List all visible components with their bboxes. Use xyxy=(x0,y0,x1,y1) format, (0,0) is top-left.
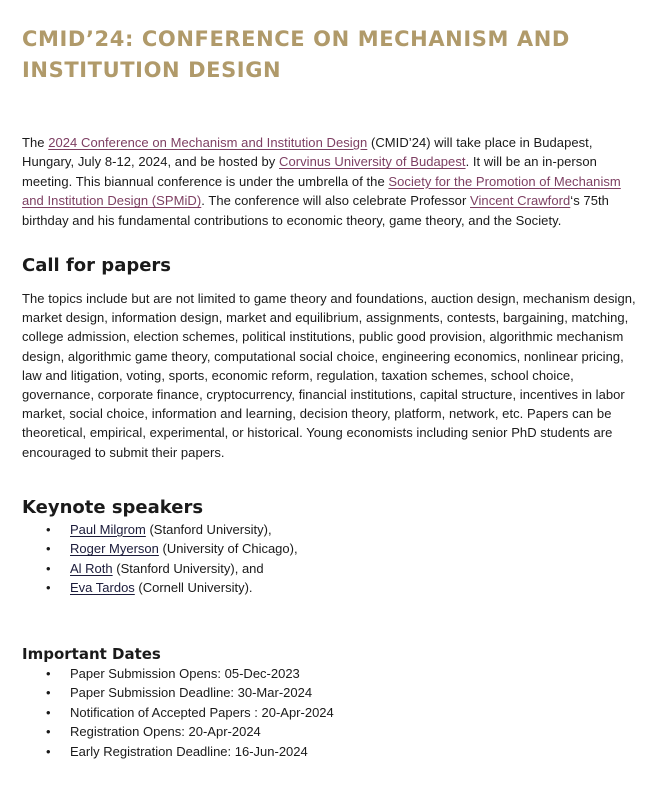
important-dates-list xyxy=(22,664,644,762)
list-item xyxy=(22,664,644,684)
crawford-link[interactable]: Vincent Crawford xyxy=(470,193,571,209)
date-item: Paper Submission Opens: 05-Dec-2023 xyxy=(70,665,300,681)
intro-text: . It will be an in-person meeting. This biannual conference is under the umbrella of the xyxy=(22,154,597,189)
intro-text: . The conference will also celebrate Professor xyxy=(201,193,470,209)
date-item: Notification of Accepted Papers : 20-Apr-2024 xyxy=(70,704,334,720)
keynote-heading: Keynote speakers xyxy=(22,496,204,518)
list-item xyxy=(22,742,644,762)
conference-link[interactable]: 2024 Conference on Mechanism and Institution Design xyxy=(48,135,368,150)
speaker-affiliation: (Cornell University). xyxy=(134,580,253,596)
speaker-link-roth[interactable]: Al Roth xyxy=(70,560,113,576)
bullet-icon: • xyxy=(46,665,51,681)
speaker-affiliation: (University of Chicago), xyxy=(158,541,298,557)
bullet-icon: • xyxy=(46,685,51,701)
bullet-icon: • xyxy=(46,580,51,596)
page-title: CMID’24: CONFERENCE ON MECHANISM AND INSTITUTION DESIGN xyxy=(22,27,570,82)
bullet-icon: • xyxy=(46,521,51,537)
speaker-affiliation: (Stanford University), and xyxy=(112,560,264,576)
call-for-papers-body: The topics include but are not limited to game theory and foundations, auction design, mechanism design, market design, information design, market and equilibrium, assignments, contests, bargaining, matching, college admission, election schemes, political institutions, public good provision, algorithmic mechanism design, algorithmic game theory, computational social choice, engineering economics, nonlinear pricing, law and litigation, voting, sports, economic reform, regulation, taxation schemes, school choice, governance, corporate finance, cryptocurrency, financial institutions, capital structure, incentives in labor market, social choice, information and learning, decision theory, platform, network, etc. Papers can be theoretical, empirical, experimental, or historical. Young economists including senior PhD students are encouraged to submit their papers. xyxy=(22,291,636,460)
date-item: Paper Submission Deadline: 30-Mar-2024 xyxy=(70,685,313,701)
intro-text: The xyxy=(22,135,49,150)
date-item: Early Registration Deadline: 16-Jun-2024 xyxy=(70,743,308,759)
bullet-icon: • xyxy=(46,743,51,759)
date-item: Registration Opens: 20-Apr-2024 xyxy=(70,724,261,740)
corvinus-link[interactable]: Corvinus University of Budapest xyxy=(279,154,466,170)
list-item xyxy=(22,539,644,559)
speaker-affiliation: (Stanford University), xyxy=(145,521,272,537)
important-dates-heading: Important Dates xyxy=(22,644,161,663)
list-item xyxy=(22,683,644,703)
intro-text: ‘s 75th birthday and his fundamental contributions to economic theory, game theory, and the Society. xyxy=(22,193,609,228)
keynote-speaker-list xyxy=(22,520,644,598)
speaker-link-milgrom[interactable]: Paul Milgrom xyxy=(70,521,146,537)
list-item xyxy=(22,722,644,742)
list-item xyxy=(22,559,644,579)
list-item xyxy=(22,703,644,723)
bullet-icon: • xyxy=(46,704,51,720)
spmid-link[interactable]: Society for the Promotion of Mechanism and Institution Design (SPMiD) xyxy=(22,173,621,209)
intro-text: (CMID’24) will take place in Budapest, Hungary, July 8-12, 2024, and be hosted by xyxy=(22,135,593,170)
list-item xyxy=(22,520,644,540)
call-for-papers-heading: Call for papers xyxy=(22,255,172,277)
list-item xyxy=(22,578,644,598)
bullet-icon: • xyxy=(46,560,51,576)
intro-paragraph xyxy=(22,133,644,230)
speaker-link-tardos[interactable]: Eva Tardos xyxy=(70,580,135,596)
bullet-icon: • xyxy=(46,541,51,557)
speaker-link-myerson[interactable]: Roger Myerson xyxy=(70,541,159,557)
bullet-icon: • xyxy=(46,724,51,740)
